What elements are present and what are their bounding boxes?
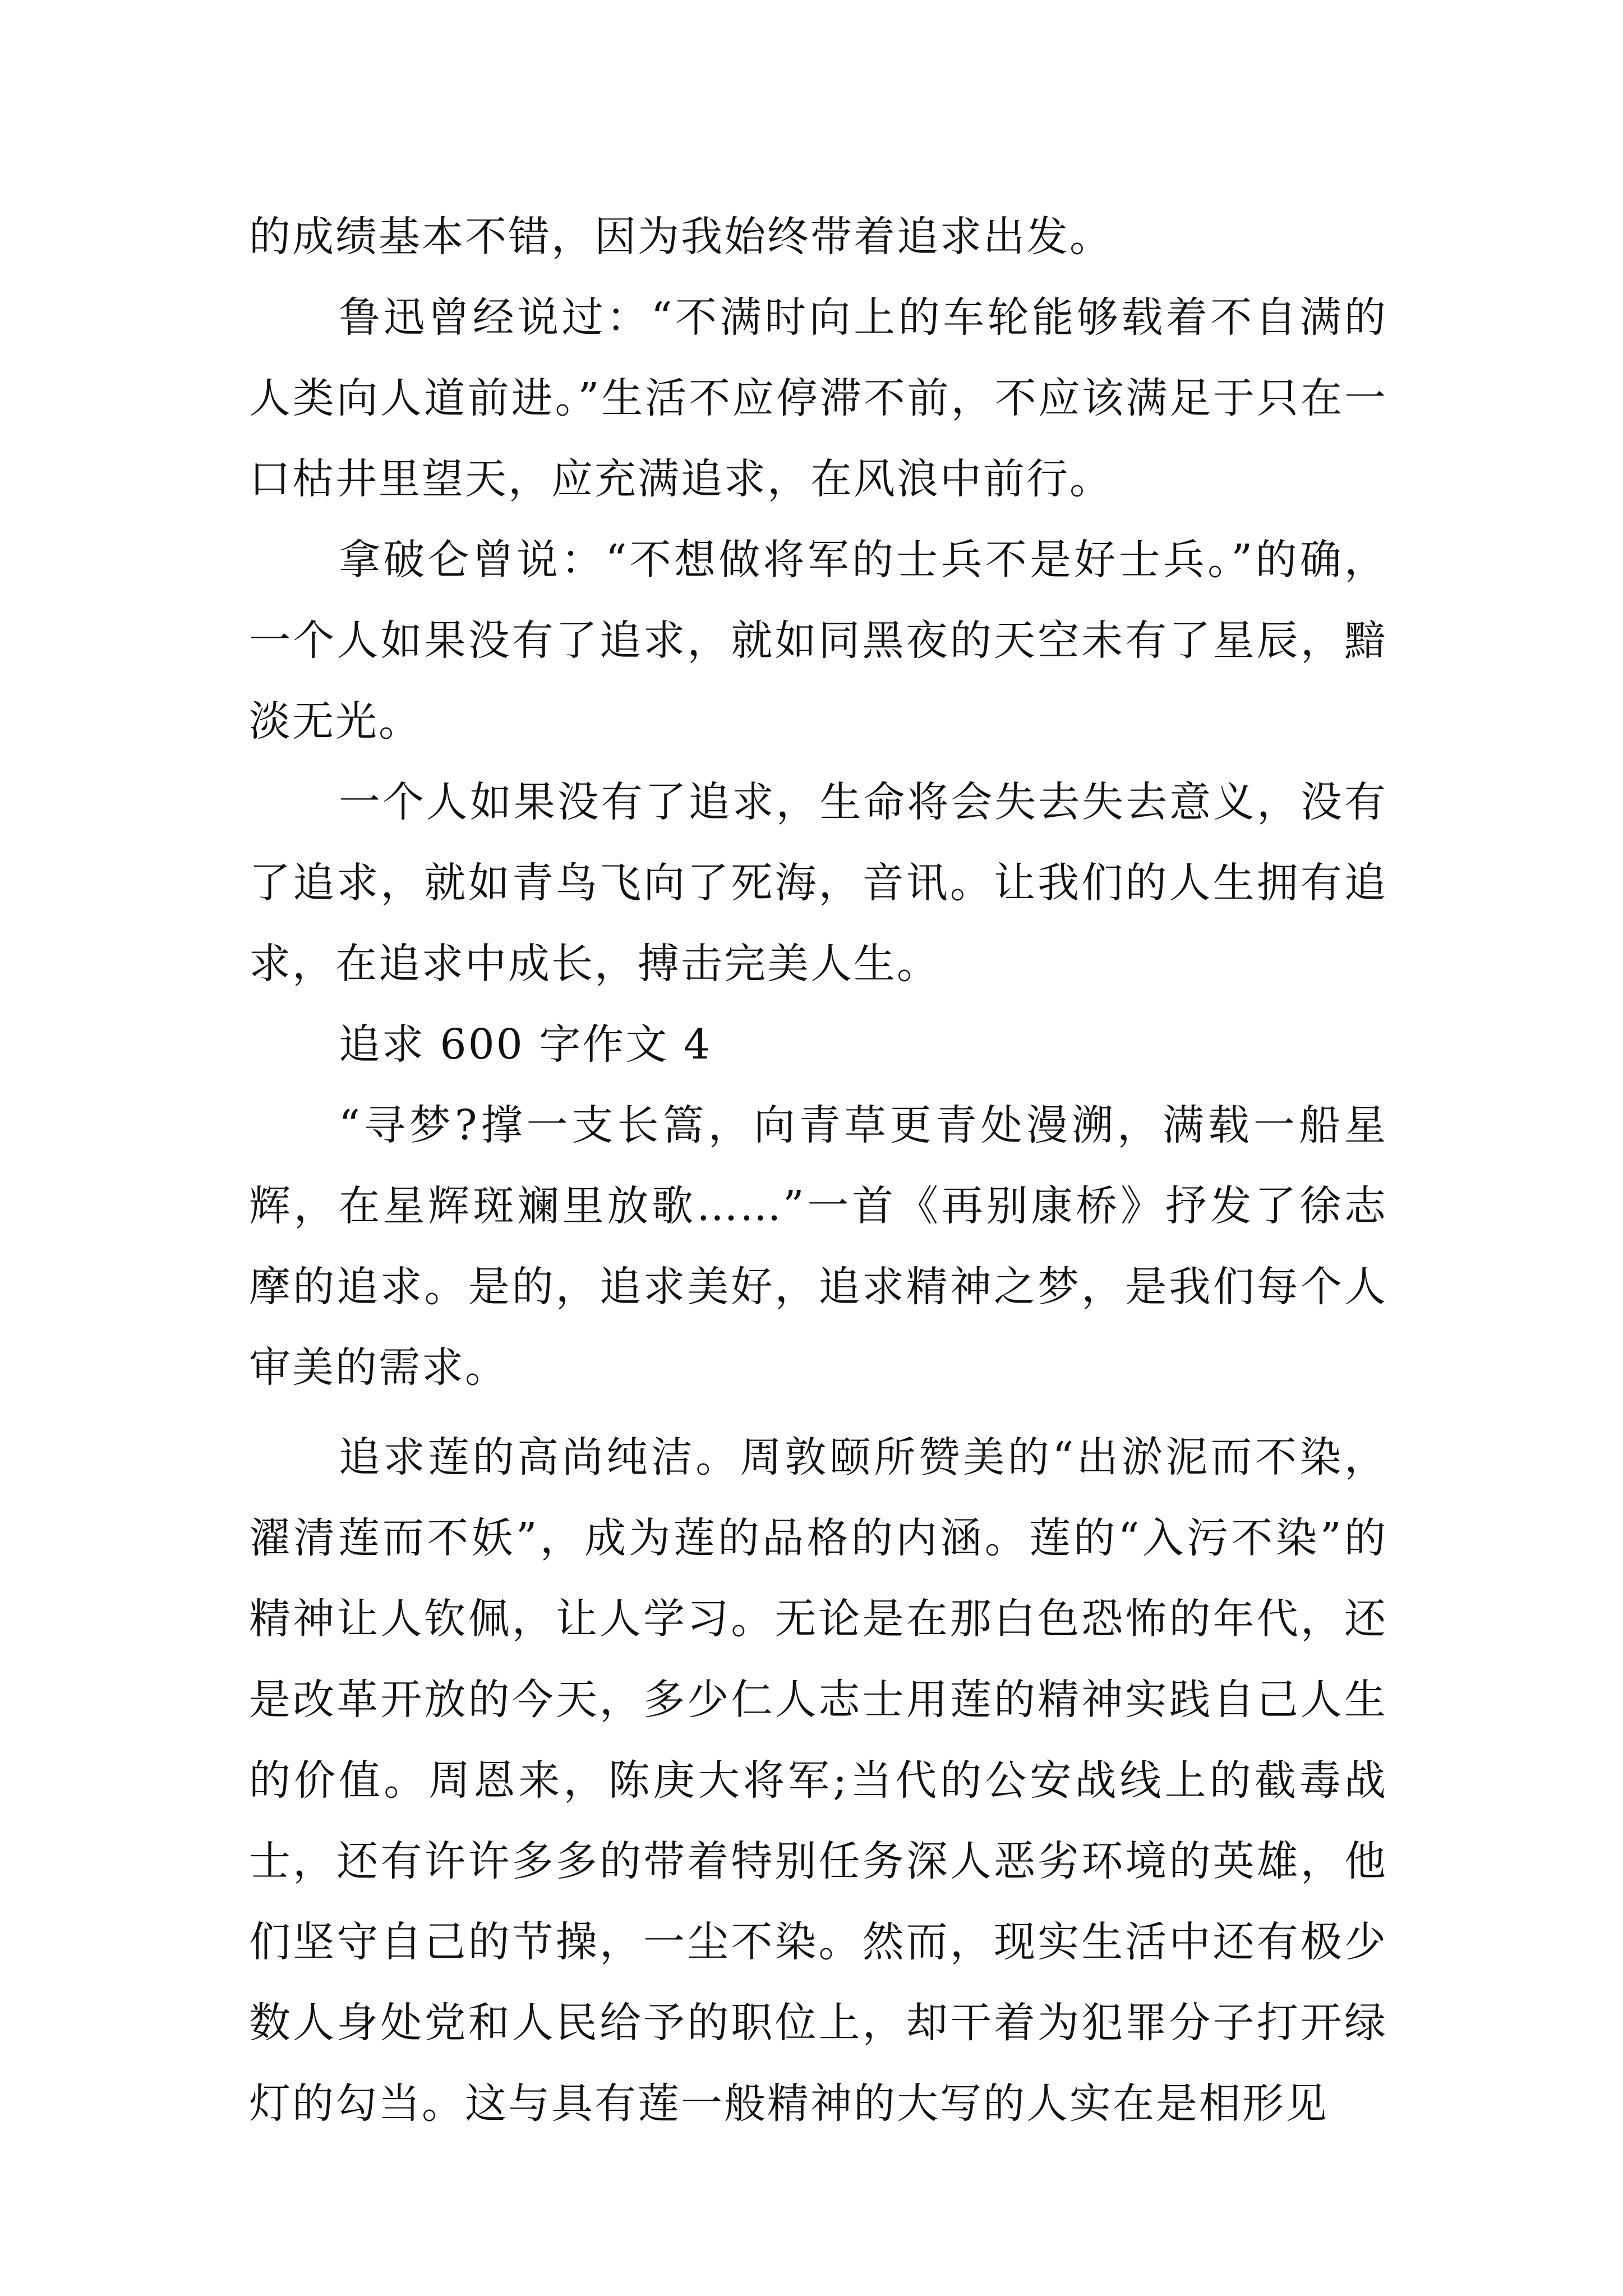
paragraph-continuation: 的成绩基本不错，因为我始终带着追求出发。 (249, 213, 1113, 261)
paragraph-lotus: 追求莲的高尚纯洁。周敦颐所赞美的“出淤泥而不染，濯清莲而不妖”，成为莲的品格的内涵。莲的“入污不染”的精神让人钦佩，让人学习。无论是在那白色恐怖的年代，还是改革开放的今天，多少仁人志士用莲的精神实践自己人生的价值。周恩来，陈庚大将军;当代的公安战线上的截毒战士，还有许许多多的带着特别任务深人恶劣环境的英雄，他们坚守自己的节操，一尘不染。然而，现实生活中还有极少数人身处党和人民给予的职位上，却干着为犯罪分子打开绿灯的勾当。这与具有莲一般精神的大写的人实在是相形见 (249, 1433, 1387, 2128)
paragraph-luxun-quote: 鲁迅曾经说过：“不满时向上的车轮能够载着不自满的人类向人道前进。”生活不应停滞不前，不应该满足于只在一口枯井里望天，应充满追求，在风浪中前行。 (249, 293, 1387, 503)
document-body (249, 196, 1387, 2144)
paragraph-napoleon-quote: 拿破仑曾说：“不想做将军的士兵不是好士兵。”的确，一个人如果没有了追求，就如同黑夜的天空未有了星辰，黯淡无光。 (249, 536, 1387, 746)
paragraph-life-pursuit: 一个人如果没有了追求，生命将会失去失去意义，没有了追求，就如青鸟飞向了死海，音讯。让我们的人生拥有追求，在追求中成长，搏击完美人生。 (249, 778, 1387, 988)
paragraph-xu-zhimo: “寻梦?撑一支长篙，向青草更青处漫溯，满载一船星辉，在星辉斑斓里放歌……”一首《再别康桥》抒发了徐志摩的追求。是的，追求美好，追求精神之梦，是我们每个人审美的需求。 (249, 1101, 1387, 1392)
essay-heading: 追求 600 字作文 4 (339, 1020, 712, 1069)
